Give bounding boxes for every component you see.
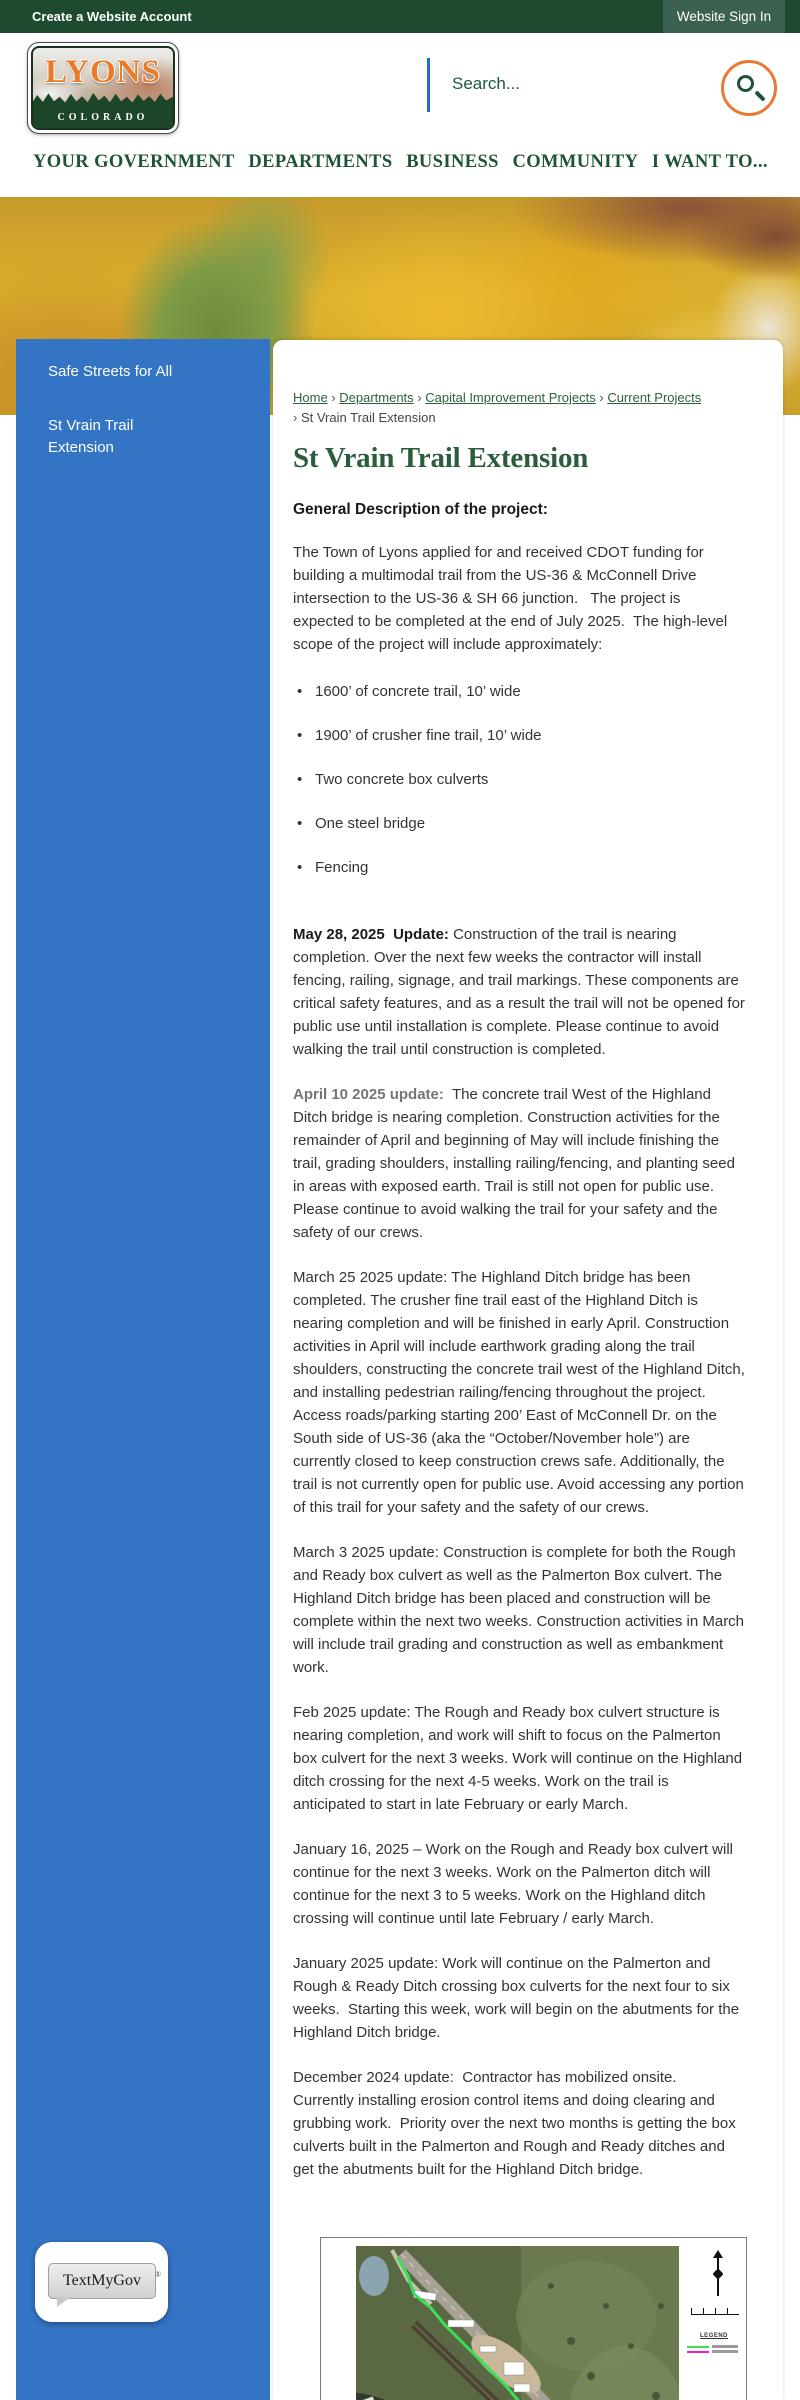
scope-list-item: • 1900’ of crusher fine trail, 10’ wide: [293, 724, 745, 747]
update-paragraph: December 2024 update: Contractor has mobilized onsite. Currently installing erosion control items and doing clearing and grubbing work. Priority over the next two months is getting the box culverts built in the Palmerton and Rough and Ready ditches and get the abutments built for the Highland Ditch bridge.: [293, 2069, 740, 2178]
update-paragraph: March 25 2025 update: The Highland Ditch bridge has been completed. The crusher fine trail east of the Highland Ditch is nearing completion and will be finished in early April. Construction activities in April will include earthwork grading along the trail shoulders, constructing the concrete trail west of the Highland Ditch, and installing pedestrian railing/fencing throughout the project. Access roads/parking starting 200’ East of McConnell Dr. on the South side of US-36 (aka the “October/November hole”) are currently closed to keep construction crews safe. Additionally, the trail is not currently open for public use. Avoid accessing any portion of this trail for your safety and the safety of our crews.: [293, 1269, 750, 1516]
aerial-map-image: [356, 2246, 679, 2400]
create-account-link[interactable]: Create a Website Account: [32, 9, 192, 24]
breadcrumb: [293, 388, 745, 428]
scope-list: [293, 680, 745, 879]
breadcrumb-separator: ›: [595, 390, 608, 405]
map-legend-row: [687, 2345, 743, 2348]
project-map-figure[interactable]: [320, 2237, 747, 2400]
search-caret: [427, 58, 430, 112]
breadcrumb-separator: ›: [327, 390, 340, 405]
intro-paragraph: The Town of Lyons applied for and received CDOT funding for building a multimodal trail from the US-36 & McConnell Drive intersection to the US-36 & SH 66 junction. The project is expected to be completed at the end of July 2025. The high-level scope of the project will include approximately:: [293, 544, 732, 653]
sign-in-button[interactable]: Website Sign In: [663, 0, 785, 33]
map-legend: [685, 2324, 743, 2353]
update-paragraph: January 16, 2025 – Work on the Rough and Ready box culvert will continue for the next 3 weeks. Work on the Palmerton ditch will continue for the next 3 to 5 weeks. Work on the Highland ditch crossing will continue until late February / early March.: [293, 1841, 738, 1927]
logo-title: LYONS: [45, 54, 161, 90]
textmygov-widget-button[interactable]: [35, 2242, 168, 2322]
breadcrumb-current: St Vrain Trail Extension: [300, 410, 436, 425]
search-icon: [737, 75, 754, 92]
updates-section: [293, 923, 750, 2181]
sidebar-item-safe-streets-for-all[interactable]: Safe Streets for All: [48, 363, 173, 380]
page-title: St Vrain Trail Extension: [293, 442, 589, 474]
top-utility-bar: [0, 0, 800, 33]
north-arrow-icon: [713, 2250, 723, 2298]
section-heading: General Description of the project:: [293, 501, 548, 518]
scope-list-item: • One steel bridge: [293, 812, 745, 835]
map-legend-title: LEGEND: [699, 2333, 728, 2339]
breadcrumb-separator: ›: [293, 410, 298, 425]
town-logo-artwork: [31, 46, 175, 130]
search-button[interactable]: [721, 60, 777, 116]
update-paragraph: March 3 2025 update: Construction is complete for both the Rough and Ready box culvert as well as the Palmerton Box culvert. The Highland Ditch bridge has been placed and construction will be complete within the next two weeks. Construction activities in March will include trail grading and construction as well as embankment work.: [293, 1544, 749, 1676]
textmygov-bubble-tail: [57, 2297, 71, 2307]
breadcrumb-link[interactable]: Current Projects: [607, 390, 702, 405]
map-scale-bar: [691, 2308, 739, 2315]
nav-item-i-want-to[interactable]: I WANT TO...: [651, 152, 768, 172]
nav-item-community[interactable]: COMMUNITY: [512, 152, 639, 172]
scope-list-item: • Fencing: [293, 856, 745, 879]
scope-list-item: • Two concrete box culverts: [293, 768, 745, 791]
map-legend-rows: [685, 2345, 743, 2353]
nav-item-business[interactable]: BUSINESS: [406, 152, 499, 172]
main-nav: [33, 152, 768, 173]
content-card: [273, 340, 783, 2400]
scope-list-item: • 1600’ of concrete trail, 10’ wide: [293, 680, 745, 703]
textmygov-speech-bubble-icon: [48, 2263, 161, 2299]
breadcrumb-link[interactable]: Home: [293, 390, 328, 405]
update-paragraph: January 2025 update: Work will continue on the Palmerton and Rough & Ready Ditch crossing box culverts for the next four to six weeks. Starting this week, work will begin on the abutments for the Highland Ditch bridge.: [293, 1955, 744, 2041]
breadcrumb-link[interactable]: Departments: [339, 390, 414, 405]
search-icon-handle: [754, 90, 765, 101]
breadcrumb-link[interactable]: Capital Improvement Projects: [425, 390, 596, 405]
nav-item-your-government[interactable]: YOUR GOVERNMENT: [33, 152, 235, 172]
textmygov-registered-mark: ®: [154, 2270, 161, 2279]
update-paragraph: May 28, 2025 Update: Construction of the trail is nearing completion. Over the next few weeks the contractor will install fencing, railing, signage, and trail markings. These components are critical safety features, and as a result the trail will not be opened for public use until installation is complete. Please continue to avoid walking the trail until construction is completed.: [293, 926, 750, 1058]
update-paragraph: Feb 2025 update: The Rough and Ready box culvert structure is nearing completion, and work will shift to focus on the Palmerton box culvert for the next 3 weeks. Work will continue on the Highland ditch crossing for the next 4-5 weeks. Work on the trail is anticipated to start in late February or early March.: [293, 1704, 747, 1813]
breadcrumb-line1: [293, 390, 701, 405]
logo-treeline-graphic: [33, 92, 173, 109]
breadcrumb-separator: ›: [413, 390, 426, 405]
search-input[interactable]: Search...: [452, 74, 521, 93]
sidebar-item-st-vrain-trail-extension[interactable]: St Vrain Trail Extension: [48, 417, 134, 456]
town-logo[interactable]: [27, 42, 179, 134]
textmygov-label: TextMyGov: [63, 2272, 141, 2289]
sidebar-nav: [16, 339, 270, 2400]
logo-subtitle: COLORADO: [33, 108, 173, 128]
map-legend-row: [687, 2350, 743, 2353]
update-paragraph: April 10 2025 update: The concrete trail West of the Highland Ditch bridge is nearing completion. Construction activities for the remainder of April and beginning of May will include finishing the trail, grading shoulders, installing railing/fencing, and planting seed in areas with exposed earth. Trail is still not open for public use. Please continue to avoid walking the trail for your safety and the safety of our crews.: [293, 1086, 740, 1241]
nav-item-departments[interactable]: DEPARTMENTS: [248, 152, 393, 172]
